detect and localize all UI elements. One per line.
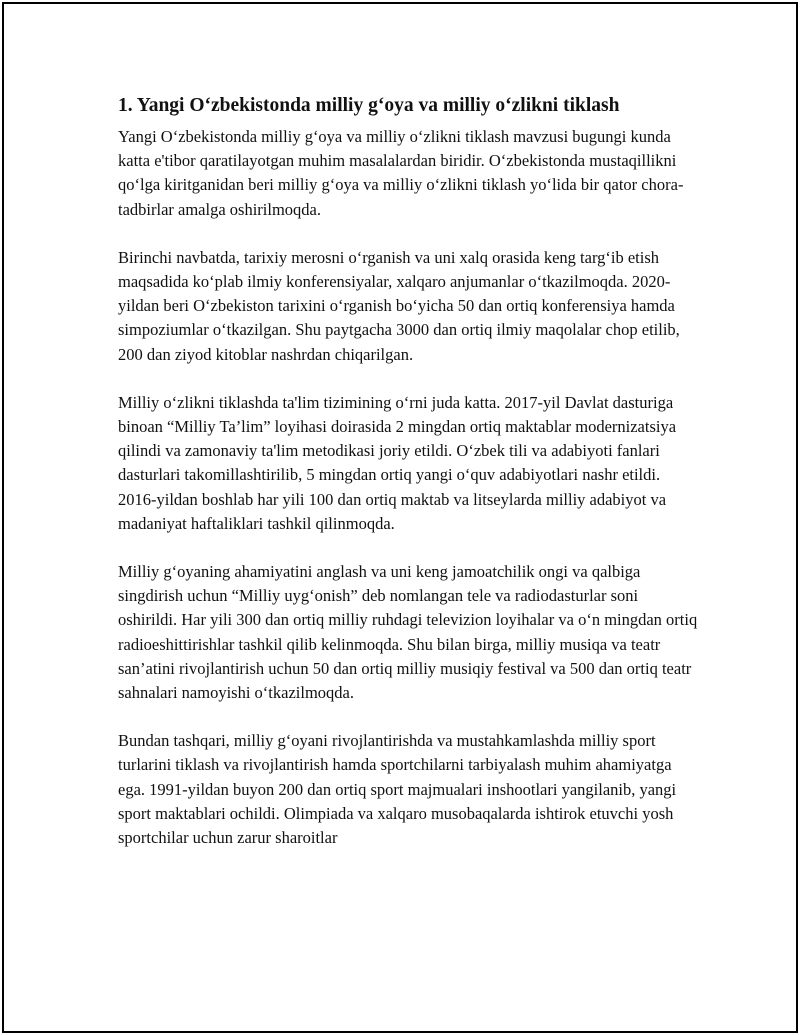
- paragraph-heritage: Birinchi navbatda, tarixiy merosni o‘rganish va uni xalq orasida keng targ‘ib etish maqsadida ko‘plab ilmiy konferensiyalar, xalqaro anjumanlar o‘tkazilmoqda. 2020-yildan beri O‘zbekiston tarixini o‘rganish bo‘yicha 50 dan ortiq konferensiya hamda simpoziumlar o‘tkazilgan. Shu paytgacha 3000 dan ortiq ilmiy maqolalar chop etilib, 200 dan ziyod kitoblar nashrdan chiqarilgan.: [118, 247, 680, 364]
- paragraph-media: Milliy g‘oyaning ahamiyatini anglash va uni keng jamoatchilik ongi va qalbiga singdirish uchun “Milliy uyg‘onish” deb nomlangan tele va radiodasturlar soni oshirildi. Har yili 300 dan ortiq milliy ruhdagi televizion loyihalar va o‘n mingdan ortiq radioeshittirishlar tashkil qilib kelinmoqda. Shu bilan birga, milliy musiqa va teatr san’atini rivojlantirish uchun 50 dan ortiq milliy musiqiy festival va 500 dan ortiq teatr sahnalari namoyishi o‘tkazilmoqda.: [118, 562, 698, 703]
- paragraph-sport: Bundan tashqari, milliy g‘oyani rivojlantirishda va mustahkamlashda milliy sport turlarini tiklash va rivojlantirish hamda sportchilarni tarbiyalash muhim ahamiyatga ega. 1991-yildan buyon 200 dan ortiq sport majmualari inshootlari yangilanib, yangi sport maktablari ochildi. Olimpiada va xalqaro musobaqalarda ishtirok etuvchi yosh sportchilar uchun zarur sharoitlar: [118, 731, 677, 848]
- paragraph-education: Milliy o‘zlikni tiklashda ta'lim tizimining o‘rni juda katta. 2017-yil Davlat dasturiga binoan “Milliy Ta’lim” loyihasi doirasida 2 mingdan ortiq maktablar modernizatsiya qilindi va zamonaviy ta'lim metodikasi joriy etildi. O‘zbek tili va adabiyoti fanlari dasturlari takomillashtirilib, 5 mingdan ortiq yangi o‘quv adabiyotlari nashr etildi. 2016-yildan boshlab har yili 100 dan ortiq maktab va litseylarda milliy adabiyot va madaniyat haftaliklari tashkil qilinmoqda.: [118, 392, 677, 533]
- paragraph-intro: Yangi O‘zbekistonda milliy g‘oya va milliy o‘zlikni tiklash mavzusi bugungi kunda katta e'tibor qaratilayotgan muhim masalalardan biridir. O‘zbekistonda mustaqillikni qo‘lga kiritganidan beri milliy g‘oya va milliy o‘zlikni tiklash yo‘lida bir qator chora-tadbirlar amalga oshirilmoqda.: [118, 127, 684, 219]
- section-heading: 1. Yangi O‘zbekistonda milliy g‘oya va milliy o‘zlikni tiklash: [118, 95, 620, 116]
- document-body: [118, 92, 698, 874]
